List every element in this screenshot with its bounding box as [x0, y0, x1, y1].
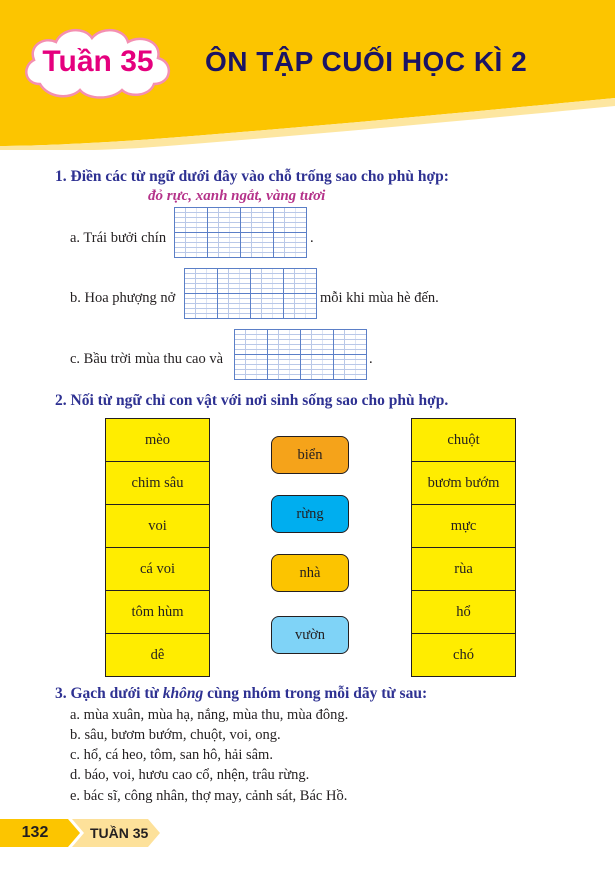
q2-heading: 2. Nối từ ngữ chỉ con vật với nơi sinh sống sao cho phù hợp.: [55, 392, 449, 409]
page-number: 132: [21, 824, 49, 841]
q1-b-writing-grid[interactable]: [184, 268, 317, 319]
q1-word-bank: đỏ rực, xanh ngắt, vàng tươi: [148, 188, 326, 204]
animal-box[interactable]: chó: [411, 633, 516, 677]
q1-a-end: .: [310, 230, 314, 246]
q1-heading: 1. Điền các từ ngữ dưới đây vào chỗ trống sao cho phù hợp:: [55, 168, 449, 185]
q1-a-writing-grid[interactable]: [174, 207, 307, 258]
q1-c-writing-grid[interactable]: [234, 329, 367, 380]
animal-box[interactable]: mực: [411, 504, 516, 548]
q1-b-text: b. Hoa phượng nở: [70, 290, 176, 306]
habitat-bien[interactable]: biển: [271, 436, 349, 474]
animal-box[interactable]: cá voi: [105, 547, 210, 591]
habitat-vuon[interactable]: vườn: [271, 616, 349, 654]
animal-box[interactable]: rùa: [411, 547, 516, 591]
habitat-rung[interactable]: rừng: [271, 495, 349, 533]
animal-box[interactable]: bươm bướm: [411, 461, 516, 505]
q1-a-text: a. Trái bưởi chín: [70, 230, 167, 246]
q3-item-a[interactable]: a. mùa xuân, mùa hạ, nắng, mùa thu, mùa đông.: [70, 707, 349, 723]
q1-c-end: .: [369, 351, 373, 367]
q1-b-end: mỗi khi mùa hè đến.: [320, 290, 439, 306]
animal-box[interactable]: chim sâu: [105, 461, 210, 505]
animal-box[interactable]: hổ: [411, 590, 516, 634]
week-label: Tuần 35: [42, 45, 154, 78]
q3-item-e[interactable]: e. bác sĩ, công nhân, thợ may, cảnh sát, Bác Hồ.: [70, 788, 348, 804]
q3-item-b[interactable]: b. sâu, bươm bướm, chuột, voi, ong.: [70, 727, 281, 743]
footer-week: TUẦN 35: [90, 825, 149, 841]
animal-box[interactable]: voi: [105, 504, 210, 548]
q1-c-text: c. Bầu trời mùa thu cao và: [70, 351, 224, 367]
habitat-nha[interactable]: nhà: [271, 554, 349, 592]
animal-box[interactable]: dê: [105, 633, 210, 677]
animal-box[interactable]: chuột: [411, 418, 516, 462]
animal-box[interactable]: tôm hùm: [105, 590, 210, 634]
page-title: ÔN TẬP CUỐI HỌC KÌ 2: [205, 46, 528, 77]
q3-heading: 3. Gạch dưới từ không cùng nhóm trong mỗi dãy từ sau:: [55, 685, 428, 702]
q3-item-d[interactable]: d. báo, voi, hươu cao cổ, nhện, trâu rừng.: [70, 767, 310, 783]
q3-item-c[interactable]: c. hổ, cá heo, tôm, san hô, hải sâm.: [70, 747, 273, 763]
animal-box[interactable]: mèo: [105, 418, 210, 462]
